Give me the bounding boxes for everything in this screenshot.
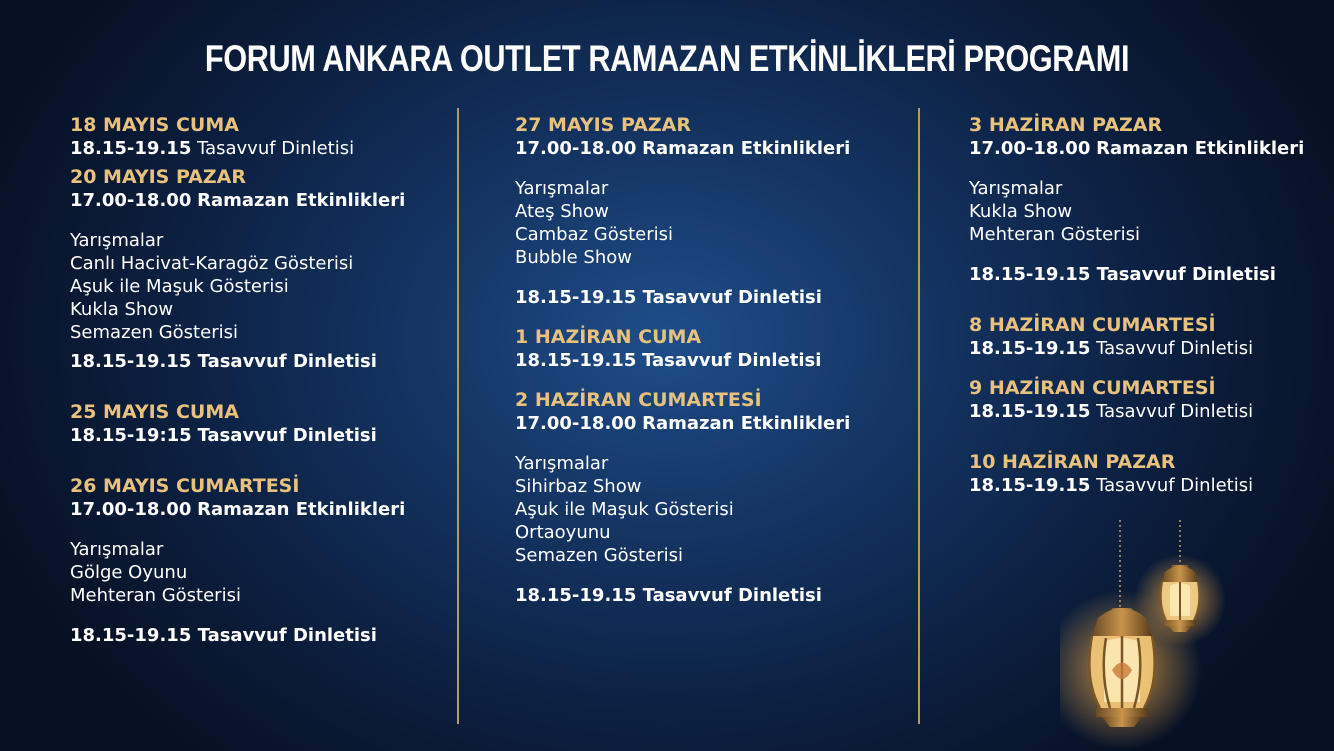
event-time: 18.15-19.15 <box>70 138 192 159</box>
event-title: Tasavvuf Dinletisi <box>197 425 377 446</box>
event-line <box>969 474 1304 497</box>
day-heading: 27 MAYIS PAZAR <box>515 114 691 136</box>
event-time: 18.15-19:15 <box>70 425 192 446</box>
closing-event: 18.15-19.15 Tasavvuf Dinletisi <box>70 625 377 646</box>
event-line <box>515 137 850 160</box>
activity-item: Canlı Hacivat-Karagöz Gösterisi <box>70 253 354 274</box>
day-heading: 25 MAYIS CUMA <box>70 401 239 423</box>
day-heading: 10 HAZİRAN PAZAR <box>969 451 1176 473</box>
event-line <box>70 498 405 521</box>
event-line <box>969 137 1304 160</box>
page-title: FORUM ANKARA OUTLET RAMAZAN ETKİNLİKLERİ PROGRAMI <box>204 38 1130 79</box>
day-heading: 18 MAYIS CUMA <box>70 114 239 136</box>
day-block <box>515 389 850 607</box>
event-line <box>70 189 405 212</box>
closing-event: 18.15-19.15 Tasavvuf Dinletisi <box>70 351 377 372</box>
event-time: 17.00-18.00 <box>515 413 637 434</box>
day-heading: 26 MAYIS CUMARTESİ <box>70 475 300 497</box>
activity-item: Kukla Show <box>70 299 174 320</box>
activity-item: Kukla Show <box>969 201 1073 222</box>
event-title: Tasavvuf Dinletisi <box>1096 401 1254 422</box>
closing-event: 18.15-19.15 Tasavvuf Dinletisi <box>515 287 822 308</box>
event-title: Ramazan Etkinlikleri <box>1096 138 1305 159</box>
event-time: 17.00-18.00 <box>70 190 192 211</box>
day-block <box>969 377 1304 423</box>
activity-item: Ortaoyunu <box>515 522 611 543</box>
activity-item: Semazen Gösterisi <box>70 322 238 343</box>
event-time: 18.15-19.15 <box>969 338 1091 359</box>
activity-item: Yarışmalar <box>515 453 609 474</box>
activity-item: Yarışmalar <box>515 178 609 199</box>
activity-item: Mehteran Gösterisi <box>70 585 241 606</box>
event-title: Ramazan Etkinlikleri <box>197 190 406 211</box>
day-heading: 20 MAYIS PAZAR <box>70 166 246 188</box>
day-block <box>70 114 405 160</box>
day-heading: 1 HAZİRAN CUMA <box>515 326 702 348</box>
activity-item: Aşuk ile Maşuk Gösterisi <box>515 499 734 520</box>
day-block <box>515 114 850 309</box>
day-block <box>515 326 850 372</box>
activity-item: Aşuk ile Maşuk Gösterisi <box>70 276 289 297</box>
schedule-column-3 <box>969 114 1304 497</box>
schedule-column-1 <box>70 114 405 647</box>
event-time: 18.15-19.15 <box>515 350 637 371</box>
day-heading: 3 HAZİRAN PAZAR <box>969 114 1163 136</box>
event-title: Ramazan Etkinlikleri <box>642 413 851 434</box>
event-line <box>70 137 405 160</box>
activity-item: Yarışmalar <box>969 178 1063 199</box>
column-separator <box>918 108 920 724</box>
day-block <box>969 314 1304 360</box>
column-separator <box>457 108 459 724</box>
activity-item: Gölge Oyunu <box>70 562 188 583</box>
event-title: Tasavvuf Dinletisi <box>642 350 822 371</box>
event-title: Tasavvuf Dinletisi <box>1096 475 1254 496</box>
day-heading: 8 HAZİRAN CUMARTESİ <box>969 314 1216 336</box>
day-block <box>70 475 405 647</box>
closing-event: 18.15-19.15 Tasavvuf Dinletisi <box>515 585 822 606</box>
activity-item: Sihirbaz Show <box>515 476 642 497</box>
event-line <box>70 424 405 447</box>
event-time: 18.15-19.15 <box>969 475 1091 496</box>
event-title: Ramazan Etkinlikleri <box>197 499 406 520</box>
event-line <box>515 412 850 435</box>
activity-item: Semazen Gösterisi <box>515 545 683 566</box>
event-time: 17.00-18.00 <box>70 499 192 520</box>
event-line <box>969 400 1304 423</box>
activity-item: Yarışmalar <box>70 230 164 251</box>
lantern-decoration <box>1060 520 1310 751</box>
day-heading: 2 HAZİRAN CUMARTESİ <box>515 389 762 411</box>
day-block <box>969 114 1304 286</box>
activity-item: Cambaz Gösterisi <box>515 224 674 245</box>
event-time: 17.00-18.00 <box>515 138 637 159</box>
activity-item: Ateş Show <box>515 201 609 222</box>
event-time: 17.00-18.00 <box>969 138 1091 159</box>
event-title: Tasavvuf Dinletisi <box>197 138 355 159</box>
day-heading: 9 HAZİRAN CUMARTESİ <box>969 377 1216 399</box>
schedule-column-2 <box>515 114 850 607</box>
day-block <box>70 401 405 447</box>
event-time: 18.15-19.15 <box>969 401 1091 422</box>
closing-event: 18.15-19.15 Tasavvuf Dinletisi <box>969 264 1276 285</box>
event-title: Ramazan Etkinlikleri <box>642 138 851 159</box>
event-line <box>969 337 1304 360</box>
day-block <box>70 166 405 373</box>
event-title: Tasavvuf Dinletisi <box>1096 338 1254 359</box>
activity-item: Bubble Show <box>515 247 632 268</box>
day-block <box>969 451 1304 497</box>
activity-item: Yarışmalar <box>70 539 164 560</box>
activity-item: Mehteran Gösterisi <box>969 224 1140 245</box>
event-line <box>515 349 850 372</box>
